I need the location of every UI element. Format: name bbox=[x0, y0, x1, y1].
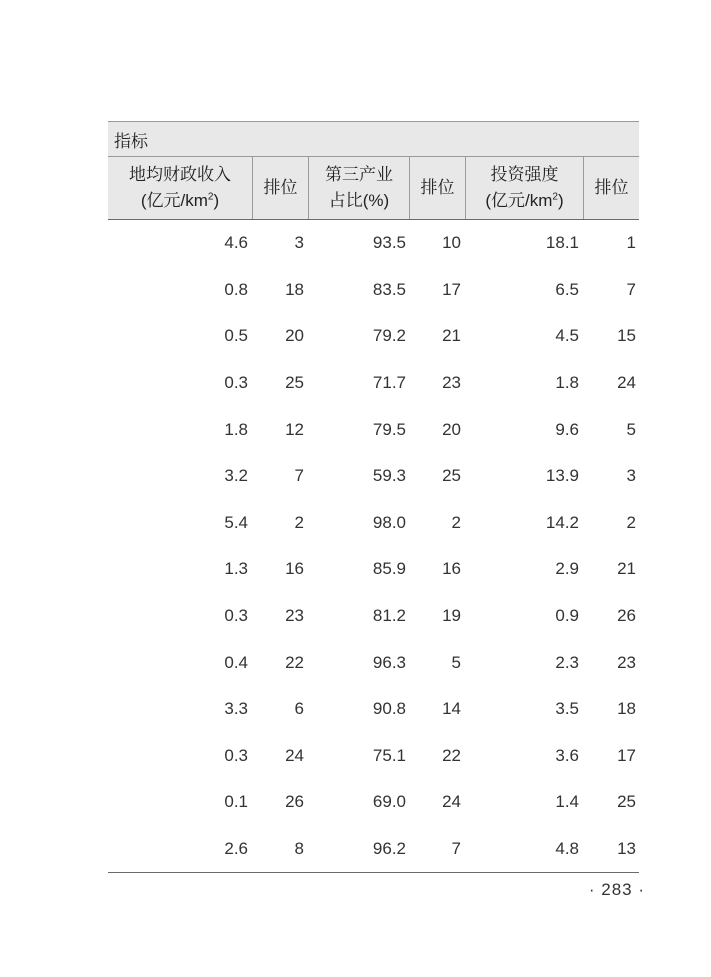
cell-investment-intensity: 1.8 bbox=[555, 373, 579, 393]
data-table bbox=[108, 121, 639, 873]
page-number: · 283 · bbox=[588, 880, 645, 899]
unit-close: ) bbox=[213, 191, 220, 210]
cell-investment-intensity: 4.8 bbox=[555, 839, 579, 859]
cell-investment-intensity: 3.5 bbox=[555, 699, 579, 719]
cell-rank-tertiary: 21 bbox=[442, 326, 461, 346]
header-rank-3 bbox=[584, 157, 639, 219]
cell-tertiary-share: 98.0 bbox=[372, 512, 406, 532]
cell-tertiary-share: 59.3 bbox=[372, 466, 406, 486]
table-row bbox=[108, 313, 639, 360]
cell-rank-tertiary: 17 bbox=[442, 279, 461, 299]
table-row bbox=[108, 453, 639, 500]
table-row bbox=[108, 546, 639, 593]
cell-tertiary-share: 71.7 bbox=[372, 373, 406, 393]
cell-fiscal-revenue: 0.3 bbox=[224, 606, 248, 626]
cell-rank-tertiary: 24 bbox=[442, 792, 461, 812]
cell-investment-intensity: 9.6 bbox=[555, 419, 579, 439]
cell-rank-tertiary: 25 bbox=[442, 466, 461, 486]
header-rank-2 bbox=[410, 157, 466, 219]
cell-rank-fiscal: 25 bbox=[285, 373, 304, 393]
cell-rank-investment: 24 bbox=[617, 373, 636, 393]
cell-rank-tertiary: 10 bbox=[442, 233, 461, 253]
cell-tertiary-share: 83.5 bbox=[372, 279, 406, 299]
cell-tertiary-share: 96.3 bbox=[372, 652, 406, 672]
cell-rank-fiscal: 22 bbox=[285, 652, 304, 672]
cell-rank-investment: 7 bbox=[626, 279, 636, 299]
unit-text: (亿元/km bbox=[140, 191, 208, 210]
cell-rank-tertiary: 14 bbox=[442, 699, 461, 719]
cell-fiscal-revenue: 3.3 bbox=[224, 699, 248, 719]
cell-rank-fiscal: 12 bbox=[285, 419, 304, 439]
cell-rank-investment: 2 bbox=[626, 512, 636, 532]
table-row bbox=[108, 826, 639, 873]
cell-tertiary-share: 85.9 bbox=[372, 559, 406, 579]
table-row bbox=[108, 779, 639, 826]
cell-tertiary-share: 81.2 bbox=[372, 606, 406, 626]
cell-rank-investment: 26 bbox=[617, 606, 636, 626]
bottom-rule bbox=[108, 872, 639, 873]
table-row bbox=[108, 406, 639, 453]
header-line: 占比(%) bbox=[328, 191, 390, 210]
cell-rank-tertiary: 7 bbox=[451, 839, 461, 859]
header-line: 第三产业 bbox=[325, 165, 393, 184]
cell-rank-fiscal: 26 bbox=[285, 792, 304, 812]
cell-rank-investment: 3 bbox=[626, 466, 636, 486]
cell-rank-fiscal: 6 bbox=[294, 699, 304, 719]
cell-fiscal-revenue: 0.1 bbox=[224, 792, 248, 812]
cell-rank-investment: 21 bbox=[617, 559, 636, 579]
cell-rank-investment: 23 bbox=[617, 652, 636, 672]
cell-fiscal-revenue: 1.8 bbox=[224, 419, 248, 439]
cell-investment-intensity: 3.6 bbox=[555, 745, 579, 765]
cell-investment-intensity: 0.9 bbox=[555, 606, 579, 626]
cell-rank-fiscal: 8 bbox=[294, 839, 304, 859]
cell-investment-intensity: 14.2 bbox=[545, 512, 579, 532]
cell-investment-intensity: 6.5 bbox=[555, 279, 579, 299]
unit-superscript: 2 bbox=[552, 191, 558, 203]
cell-fiscal-revenue: 0.3 bbox=[224, 373, 248, 393]
cell-fiscal-revenue: 5.4 bbox=[224, 512, 248, 532]
cell-rank-fiscal: 3 bbox=[294, 233, 304, 253]
cell-fiscal-revenue: 0.3 bbox=[224, 745, 248, 765]
cell-rank-fiscal: 18 bbox=[285, 279, 304, 299]
cell-rank-tertiary: 5 bbox=[451, 652, 461, 672]
header-investment-intensity bbox=[466, 157, 584, 219]
cell-rank-investment: 1 bbox=[626, 233, 636, 253]
table-row bbox=[108, 733, 639, 780]
cell-rank-fiscal: 23 bbox=[285, 606, 304, 626]
cell-tertiary-share: 75.1 bbox=[372, 745, 406, 765]
cell-rank-investment: 5 bbox=[626, 419, 636, 439]
cell-rank-investment: 18 bbox=[617, 699, 636, 719]
cell-rank-fiscal: 7 bbox=[294, 466, 304, 486]
cell-fiscal-revenue: 0.5 bbox=[224, 326, 248, 346]
header-line: 投资强度 bbox=[490, 165, 559, 184]
cell-fiscal-revenue: 0.8 bbox=[224, 279, 248, 299]
unit-text: (亿元/km bbox=[485, 191, 553, 210]
cell-rank-tertiary: 23 bbox=[442, 373, 461, 393]
cell-investment-intensity: 13.9 bbox=[545, 466, 579, 486]
table-row bbox=[108, 267, 639, 314]
column-header-row bbox=[108, 157, 639, 220]
header-tertiary-share bbox=[309, 157, 410, 219]
cell-investment-intensity: 18.1 bbox=[545, 233, 579, 253]
header-fiscal-revenue-per-area bbox=[108, 157, 253, 219]
cell-rank-tertiary: 16 bbox=[442, 559, 461, 579]
header-line: 地均财政收入 bbox=[129, 165, 231, 184]
cell-rank-tertiary: 22 bbox=[442, 745, 461, 765]
cell-fiscal-revenue: 0.4 bbox=[224, 652, 248, 672]
table-row bbox=[108, 686, 639, 733]
table-body bbox=[108, 220, 639, 872]
index-header bbox=[108, 121, 639, 157]
cell-investment-intensity: 4.5 bbox=[555, 326, 579, 346]
cell-rank-investment: 13 bbox=[617, 839, 636, 859]
cell-tertiary-share: 79.2 bbox=[372, 326, 406, 346]
header-line: 排位 bbox=[594, 178, 629, 197]
table-row bbox=[108, 500, 639, 547]
index-label: 指标 bbox=[114, 131, 148, 151]
cell-investment-intensity: 2.3 bbox=[555, 652, 579, 672]
header-line: 排位 bbox=[263, 178, 298, 197]
header-unit bbox=[141, 188, 219, 214]
table-row bbox=[108, 360, 639, 407]
cell-tertiary-share: 69.0 bbox=[372, 792, 406, 812]
cell-fiscal-revenue: 1.3 bbox=[224, 559, 248, 579]
header-line: 排位 bbox=[420, 178, 455, 197]
table-row bbox=[108, 220, 639, 267]
cell-fiscal-revenue: 2.6 bbox=[224, 839, 248, 859]
unit-superscript: 2 bbox=[207, 191, 214, 203]
cell-rank-tertiary: 19 bbox=[442, 606, 461, 626]
cell-fiscal-revenue: 4.6 bbox=[224, 233, 248, 253]
cell-rank-tertiary: 2 bbox=[451, 512, 461, 532]
cell-investment-intensity: 1.4 bbox=[555, 792, 579, 812]
unit-close: ) bbox=[557, 191, 564, 210]
cell-rank-tertiary: 20 bbox=[442, 419, 461, 439]
cell-tertiary-share: 79.5 bbox=[372, 419, 406, 439]
cell-fiscal-revenue: 3.2 bbox=[224, 466, 248, 486]
cell-rank-investment: 17 bbox=[617, 745, 636, 765]
cell-rank-investment: 25 bbox=[617, 792, 636, 812]
table-row bbox=[108, 639, 639, 686]
table-row bbox=[108, 593, 639, 640]
cell-tertiary-share: 90.8 bbox=[372, 699, 406, 719]
cell-rank-fiscal: 16 bbox=[285, 559, 304, 579]
header-rank-1 bbox=[253, 157, 309, 219]
cell-tertiary-share: 96.2 bbox=[372, 839, 406, 859]
cell-investment-intensity: 2.9 bbox=[555, 559, 579, 579]
header-unit bbox=[485, 188, 563, 214]
cell-rank-fiscal: 20 bbox=[285, 326, 304, 346]
cell-rank-fiscal: 2 bbox=[294, 512, 304, 532]
cell-rank-investment: 15 bbox=[617, 326, 636, 346]
cell-rank-fiscal: 24 bbox=[285, 745, 304, 765]
cell-tertiary-share: 93.5 bbox=[372, 233, 406, 253]
